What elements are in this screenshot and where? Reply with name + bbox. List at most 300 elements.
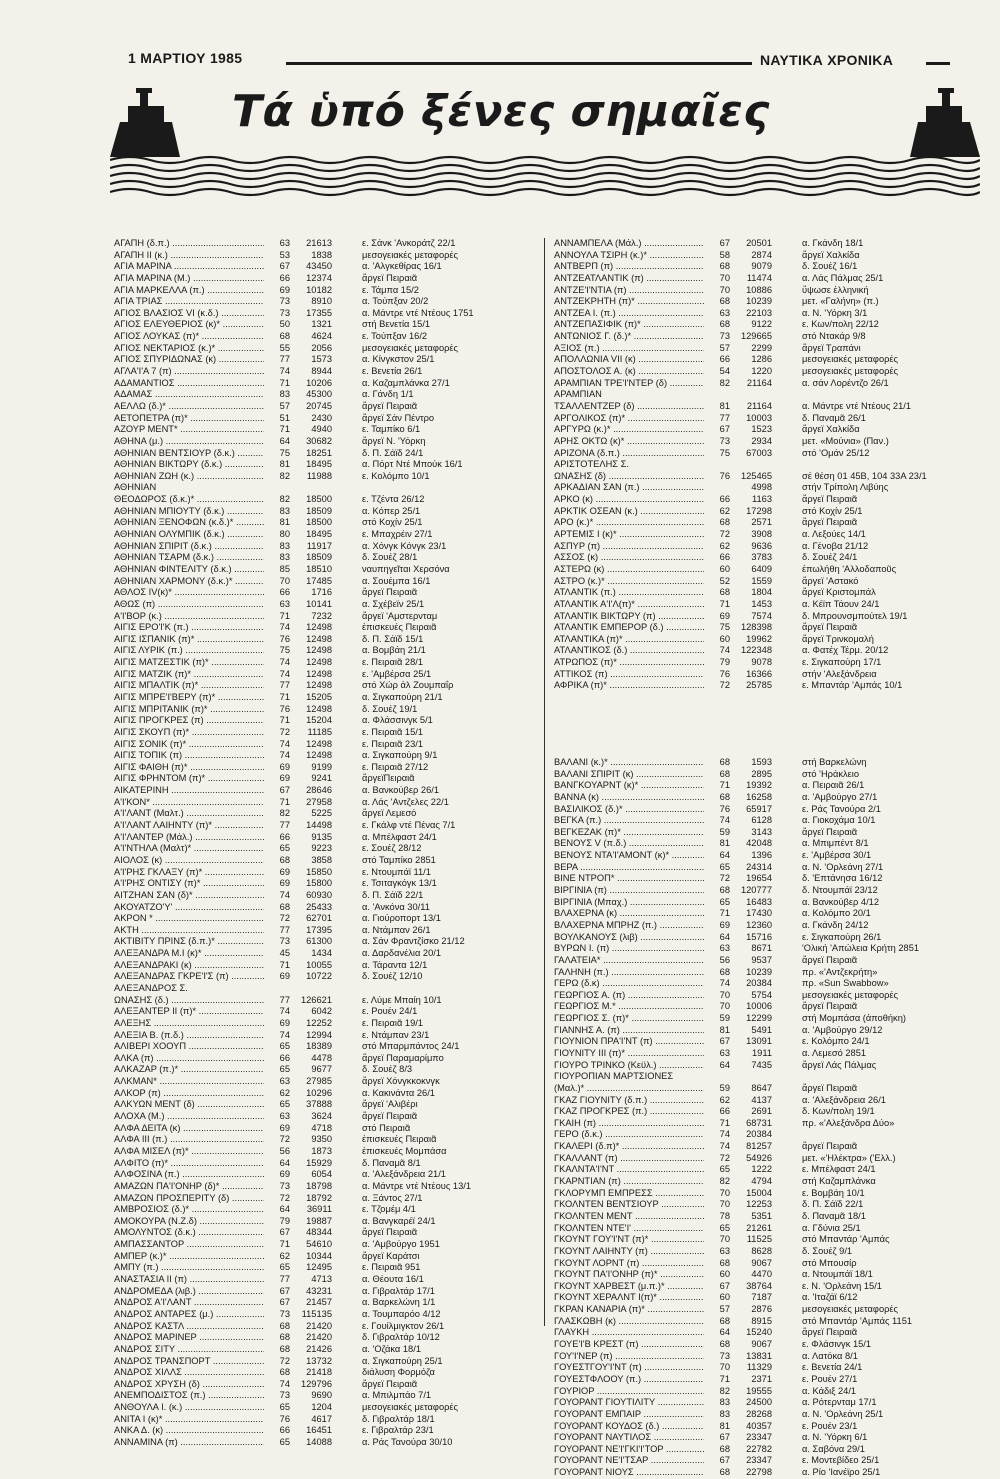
ship-year: 70 [704,990,730,1002]
ship-year: 59 [704,1013,730,1025]
ship-tonnage: 18389 [306,1041,332,1052]
ship-tonnage: 5351 [751,1210,772,1221]
ship-row [554,541,944,553]
ship-name: ΑΞΙΟΣ (π.) ..... [554,343,704,355]
ship-year: 69 [264,285,290,297]
ship-year: 72 [704,529,730,541]
ship-tonnage: 122348 [740,645,772,656]
section-gap [554,692,944,757]
ship-year: 68 [704,319,730,331]
ship-name: Α'Ι'ΝΤΗΛΑ (Μαλτ)* ..... [114,843,264,855]
ship-location: ἄργεϊ Ν. 'Υόρκη [362,435,426,446]
ship-year: 71 [704,1374,730,1386]
ship-tonnage: 19392 [746,780,772,791]
ship-year: 74 [264,750,290,762]
ship-location: α. Γιοκοχάμα 10/1 [802,815,876,826]
ship-name: ΑΝΤΖΕ'Ι'ΝΤΙΑ (π) ..... [554,285,704,297]
ship-row [554,459,944,471]
ship-name: ΑΙΓΙΣ ΜΠΑΛΤΙΚ (π)* ..... [114,680,264,692]
ship-tonnage: 126621 [300,994,332,1005]
ship-location: ε. Ρουέν 24/1 [362,1006,418,1017]
ship-row [114,1367,504,1379]
ship-tonnage: 129665 [740,331,772,342]
ship-tonnage: 27958 [306,796,332,807]
ship-year: 75 [264,645,290,657]
ship-row [554,1025,944,1037]
ship-location: α. Σουέμπα 16/1 [362,575,431,586]
ship-tonnage: 10886 [746,284,772,295]
ship-row [554,943,944,955]
ship-name: ΑΜΒΡΟΣΙΟΣ (δ.)* ..... [114,1204,264,1216]
ship-name: ΓΑΛΗΝΗ (π.) ..... [554,967,704,979]
header-rule [286,62,752,65]
ship-tonnage: 10239 [746,296,772,307]
ship-location: στήν Τρίπολη Λιβύης [802,482,889,493]
ship-tonnage: 21420 [306,1332,332,1343]
ship-row [554,645,944,657]
ship-location: ε. Σιγκαπούρη 17/1 [802,657,882,668]
ship-row [554,494,944,506]
ship-tonnage: 20384 [746,978,772,989]
ship-name: ΑΓΑΠΗ (δ.π.) ..... [114,238,264,250]
ship-location: ἄργεϊ Τραπάνι [802,342,861,353]
ship-year: 66 [704,1106,730,1118]
ship-name: ΑΘΩΣ (π) ..... [114,599,264,611]
ship-row [114,1251,504,1263]
ship-row [114,354,504,366]
ship-year: 69 [264,773,290,785]
ship-name: ΓΚΑΖ ΓΙΟΥΝΙΤΥ (δ.π.) ..... [554,1095,704,1107]
ship-location: ε. Βενετία 26/1 [362,366,423,377]
ship-year: 81 [704,838,730,850]
ship-row [114,936,504,948]
ship-list-a-section [554,238,944,692]
ship-location: α. Μπέλφαστ 24/1 [362,831,437,842]
ship-name: ΓΚΟΥΝΤ ΛΟΡΝΤ (π) ..... [554,1258,704,1270]
ship-row [554,1036,944,1048]
ship-name: ΑΝΚΑ Δ. (κ) ..... [114,1425,264,1437]
ship-row [114,238,504,250]
ship-name: ΑΙΓΙΣ ΦΑΙΘΗ (π)* ..... [114,762,264,774]
ship-location: ε. Λύμε Μπαίη 10/1 [362,994,442,1005]
ship-location: στή Μομπάσα (ἀποθήκη) [802,1013,906,1024]
ship-name: ΑΘΗΝΙΑΝ ΤΣΑΡΜ (δ.κ.) ..... [114,552,264,564]
ship-row [114,704,504,716]
ship-year: 74 [264,1006,290,1018]
ship-location: α. Δαρδανέλια 20/1 [362,948,442,959]
ship-year: 65 [704,1223,730,1235]
ship-name: ΓΚΟΥΝΤ ΛΑΙΗΝΤΥ (π) ..... [554,1246,704,1258]
ship-name: ΑΓΙΑ ΜΑΡΙΝΑ ..... [114,261,264,273]
ship-year: 76 [264,1414,290,1426]
ship-location: ε. Ρουέν 23/1 [802,1420,858,1431]
ship-year: 71 [264,378,290,390]
ship-location: στό Μπαρμπάντος 24/1 [362,1041,460,1052]
ship-location: α. Βανκούβερ 4/12 [802,896,880,907]
ship-tonnage: 15800 [306,878,332,889]
ship-location: α. Λάς Πάλμας 25/1 [802,272,884,283]
ship-year: 74 [264,1030,290,1042]
ship-tonnage: 20745 [306,400,332,411]
ship-location: α. 'Ανκόνα 30/11 [362,901,430,912]
ship-year: 75 [704,448,730,460]
ship-row [554,471,944,483]
ship-name: ΑΙΓΙΣ ΜΠΡΙΤΑΝΙΚ (π)* ..... [114,704,264,716]
ship-tonnage: 21420 [306,1320,332,1331]
ship-name: ΒΟΥΛΚΑΝΟΥΣ (λιβ) ..... [554,932,704,944]
ship-location: μεσογειακές μεταφορές [362,249,459,260]
ship-tonnage: 8910 [311,296,332,307]
ship-tonnage: 14498 [306,820,332,831]
ship-tonnage: 6054 [311,1169,332,1180]
ship-tonnage: 10006 [746,1001,772,1012]
ship-year: 68 [704,1444,730,1456]
ship-row [114,587,504,599]
ship-year: 66 [264,1053,290,1065]
ship-location: ε. Μοντεβίδεο 25/1 [802,1455,880,1466]
ship-name: ΑΤΤΙΚΟΣ (π) ..... [554,669,704,681]
ship-tonnage: 4617 [311,1413,332,1424]
ship-location: ε. Κων/πολη 22/12 [802,319,879,330]
ship-tonnage: 6042 [311,1006,332,1017]
ship-location: α. Λεμεσό 2851 [802,1048,867,1058]
ship-tonnage: 62701 [306,913,332,924]
ship-row [114,564,504,576]
ship-tonnage: 9350 [311,1134,332,1145]
ship-name: ΑΡΓΟΛΙΚΟΣ (π)* ..... [554,413,704,425]
ship-year: 70 [264,576,290,588]
ship-name: ΑΝΔΡΟΜΕΔΑ (λιβ.) ..... [114,1286,264,1298]
ship-row [114,1099,504,1111]
ship-tonnage: 67003 [746,447,772,458]
ship-row [114,692,504,704]
ship-left-icon [110,88,180,157]
ship-location: στό Πειραιᾶ [362,1122,411,1133]
ship-name: ΑΤΛΑΝΤΙΚ ΕΜΠΕΡΟΡ (δ.) ..... [554,622,704,634]
ship-year: 64 [704,1327,730,1339]
ship-location: ἄργεϊ Πειραιᾶ [802,1001,858,1012]
ship-year: 54 [704,366,730,378]
ship-location: δ. Κων/πολη 19/1 [802,1106,875,1117]
ship-row [114,1216,504,1228]
ship-tonnage: 13831 [746,1350,772,1361]
ship-tonnage: 21426 [306,1343,332,1354]
ship-row [554,576,944,588]
ship-row [554,1153,944,1165]
ship-name: ΑΓΙΟΣ ΒΛΑΣΙΟΣ VI (κ.δ.) ..... [114,308,264,320]
ship-year: 74 [704,815,730,827]
ship-tonnage: 12498 [306,703,332,714]
ship-name: ΑΛΕΞΗΣ ..... [114,1018,264,1030]
ship-location: α. Τουμπαρόο 4/12 [362,1308,441,1319]
ship-row [554,1444,944,1456]
ship-year: 73 [264,936,290,948]
ship-year: 82 [704,378,730,390]
ship-row [114,1390,504,1402]
ship-name: ΒΑΝΝΑ (κ) ..... [554,792,704,804]
ship-location: α. Λατόκα 8/1 [802,1350,858,1361]
ship-year: 66 [704,354,730,366]
ship-year: 59 [704,1083,730,1095]
ship-row [554,873,944,885]
ship-row [114,611,504,623]
ship-row [114,506,504,518]
ship-location: α. Ξάντος 27/1 [362,1192,423,1203]
ship-tonnage: 10055 [306,959,332,970]
ship-row [554,366,944,378]
ship-name: ΑΕΤΟΠΕΤΡΑ (π)* ..... [114,413,264,425]
ship-row [114,1158,504,1170]
ship-year: 73 [264,1181,290,1193]
ship-name: ΑΝΔΡΟΣ ΧΙΛΛΣ ..... [114,1367,264,1379]
ship-location: ἄργεϊ Πειραιᾶ [802,517,858,528]
ship-name: ΓΚΟΥΝΤ ΧΑΡΒΕΣΤ (μ.π.)* ..... [554,1281,704,1293]
ship-row [114,773,504,785]
ship-year: 68 [264,1367,290,1379]
ship-location: δ. Σουέζ 16/1 [802,261,858,272]
ship-name: ΓΟΥΟΡΑΝΤ ΝΕ'Ι'ΓΚΙ'Ι'ΤΟΡ ..... [554,1444,704,1456]
ship-name: ΓΟΥΟΡΑΝΤ ΓΙΟΥΤΙΛΙΤΥ ..... [554,1397,704,1409]
ship-tonnage: 4794 [751,1176,772,1187]
ship-year: 68 [264,331,290,343]
ship-year: 71 [704,1118,730,1130]
ship-tonnage: 2299 [751,342,772,353]
ship-name: ΓΚΟΥΝΤ ΧΕΡΑΛΝΤ Ι(π)* ..... [554,1292,704,1304]
ship-tonnage: 8628 [751,1245,772,1256]
ship-name: ΒΑΛΑΝΙ ΣΠΙΡΙΤ (κ) ..... [554,769,704,781]
ship-tonnage: 6409 [751,563,772,574]
ship-year: 68 [704,757,730,769]
ship-year: 69 [264,1123,290,1135]
ship-name: ΑΝΔΡΟΣ ΑΝΤΑΡΕΣ (μ.) ..... [114,1309,264,1321]
ship-tonnage: 1838 [311,249,332,260]
ship-row [114,296,504,308]
ship-tonnage: 2571 [751,517,772,528]
ship-name: Α'Ι'ΡΗΣ ΓΚΛΑΞΥ (π)* ..... [114,867,264,879]
ship-name: ΑΡΚΟ (κ) ..... [554,494,704,506]
ship-name: ΑΓΙΑ ΜΑΡΙΝΑ (Μ.) ..... [114,273,264,285]
ship-row [554,1071,944,1083]
ship-row [114,890,504,902]
ship-tonnage: 1220 [751,366,772,377]
ship-location: μεσογειακές μεταφορές [802,1304,899,1315]
ship-row [114,599,504,611]
ship-row [554,792,944,804]
ship-tonnage: 15205 [306,691,332,702]
ship-year: 64 [704,1060,730,1072]
ship-tonnage: 12498 [306,645,332,656]
ship-year: 69 [264,867,290,879]
ship-row [114,1332,504,1344]
ship-tonnage: 12498 [306,622,332,633]
ship-tonnage: 13732 [306,1355,332,1366]
ship-row [114,832,504,844]
ship-tonnage: 10206 [306,377,332,388]
ship-year: 68 [264,902,290,914]
ship-location: ε. Τσιταγκόγκ 13/1 [362,878,437,889]
ship-tonnage: 120777 [740,885,772,896]
ship-year: 73 [264,308,290,320]
ship-name: ΑΘΗΝΙΑΝ ΦΙΝΤΕΛΙΤΥ (δ.κ.) ..... [114,564,264,576]
ship-row [554,319,944,331]
ship-tonnage: 9135 [311,831,332,842]
ship-tonnage: 19962 [746,633,772,644]
ship-name: ΑΣΤΕΡΩ (κ) ..... [554,564,704,576]
ship-name: ΑΘΗΝΙΑΝ ΖΩΗ (κ.) ..... [114,471,264,483]
ship-row [114,1193,504,1205]
ship-name: ΑΓΙΟΣ ΛΟΥΚΑΣ (π)* ..... [114,331,264,343]
ship-row [114,1204,504,1216]
ship-name: ΑΝΤΖΕΑ Ι. (π.) ..... [554,308,704,320]
ship-location: α. Φλάσσινγκ 5/1 [362,715,433,726]
ship-year: 76 [264,634,290,646]
ship-row [114,1134,504,1146]
ship-location: α. σάν Λορέντζο 26/1 [802,377,889,388]
ship-year: 62 [264,1251,290,1263]
ship-name: ΑΝΤΩΝΙΟΣ Γ. (δ.)* ..... [554,331,704,343]
ship-tonnage: 1222 [751,1164,772,1175]
ship-tonnage: 12252 [306,1017,332,1028]
ship-tonnage: 61300 [306,936,332,947]
ship-year: 83 [264,541,290,553]
ship-tonnage: 3143 [751,826,772,837]
ship-year: 82 [264,471,290,483]
ship-tonnage: 20501 [746,238,772,248]
ship-row [554,932,944,944]
ship-name: ΓΚΛΟΡΥΜΠ ΕΜΠΡΕΣΣ ..... [554,1188,704,1200]
ship-location: ε. Πειραιᾶ 19/1 [362,1017,424,1028]
ship-name: ΑΡΟ (κ.)* ..... [554,517,704,529]
ship-location: ε. Φλάσινγκ 15/1 [802,1339,872,1350]
ship-year: 66 [264,587,290,599]
ship-name: ΑΤΛΑΝΤΙΚΑ (π)* ..... [554,634,704,646]
ship-location: ε. Τζέντα 26/12 [362,494,425,505]
ship-name: ΑΜΑΖΩΝ ΠΡΟΣΠΕΡΙΤΥ (δ) ..... [114,1193,264,1205]
ship-row [554,250,944,262]
ship-location: δ. Σουέζ 19/1 [362,703,418,714]
ship-location: α. Γκάνδη 24/12 [802,919,869,930]
ship-tonnage: 4713 [311,1274,332,1285]
ship-row [554,1304,944,1316]
ship-year: 74 [264,739,290,751]
ship-tonnage: 18251 [306,447,332,458]
ship-year: 65 [704,897,730,909]
ship-name: ΒΛΑΧΕΡΝΑ ΜΠΡΗΖ (π.) ..... [554,920,704,932]
ship-year: 71 [264,424,290,436]
ship-row [114,913,504,925]
ship-tonnage: 7187 [751,1292,772,1303]
ship-year: 69 [264,1169,290,1181]
ship-tonnage: 25785 [746,680,772,691]
ship-row [554,1409,944,1421]
ship-name: ΑΙΓΙΣ ΛΥΡΙΚ (π.) ..... [114,645,264,657]
ship-location: ἐπωλήθη 'Αλλοδαποῦς [802,563,897,574]
ship-name: ΑΠΟΣΤΟΛΟΣ Α. (κ) ..... [554,366,704,378]
ship-row [554,669,944,681]
ship-tonnage: 129796 [300,1378,332,1389]
ship-year: 74 [264,366,290,378]
ship-tonnage: 17355 [306,307,332,318]
ship-location: μετ. «Γαλήνη» (π.) [802,296,879,307]
ship-location: ε. Μπέλφαστ 24/1 [802,1164,876,1175]
ship-year: 67 [704,1036,730,1048]
ship-location: ἄργεϊ Πειραιᾶ [362,1227,418,1238]
ship-name: ΑΖΟΥΡ ΜΕΝΤ* ..... [114,424,264,436]
ship-year: 60 [704,634,730,646]
ship-row [554,436,944,448]
ship-location: μετ. «'Ηλέκτρα» ('Ελλ.) [802,1152,896,1163]
ship-location: δ. Π. Σάϊδ 24/1 [362,447,424,458]
ship-name: ΒΑΝΓΚΟΥΑΡΝΤ (κ)* ..... [554,780,704,792]
ship-name: ΑΤΛΑΝΤΙΚ ΒΙΚΤΩΡΥ (π) ..... [554,611,704,623]
ship-year: 65 [264,1262,290,1274]
ship-year: 77 [264,680,290,692]
ship-location: στό 'Ομάν 25/12 [802,447,870,458]
ship-location: α. Μπιμπέντ 8/1 [802,838,869,849]
ship-name: ΑΛΕΞΙΑ Β. (π.δ.) ..... [114,1030,264,1042]
ship-name: ΓΚΑΡΝΤΙΑΝ (π) ..... [554,1176,704,1188]
ship-location: ε. Βομβάη 10/1 [802,1187,865,1198]
ship-row [114,925,504,937]
ship-name: ΑΘΗΝΙΑΝ ΒΙΚΤΩΡΥ (δ.κ.) ..... [114,459,264,471]
ship-name: ΑΝΝΟΥΛΑ ΤΣΙΡΗ (κ.)* ..... [554,250,704,262]
ship-tonnage: 10344 [306,1250,332,1261]
ship-year: 73 [704,1351,730,1363]
ship-year: 63 [264,238,290,250]
ship-location: δ. Παναμᾶ 18/1 [802,1210,866,1221]
ship-location: α. 'Αλεξάνδρεια 21/1 [362,1169,446,1180]
ship-tonnage: 3858 [311,854,332,865]
ship-name: ΑΘΗΝΙΑΝ ΜΠΙΟΥΤΥ (δ.κ.) ..... [114,506,264,518]
ship-row [554,413,944,425]
ship-row [114,1437,504,1449]
ship-location: ε. Γουίλμιγκτον 26/1 [362,1320,445,1331]
ship-name: ΓΙΟΥΝΙΤΥ ΙΙΙ (π)* ..... [554,1048,704,1060]
ship-row [554,757,944,769]
ship-location: α. Κέϊπ Τάουν 24/1 [802,598,880,609]
ship-location: ε. 'Αμβέρσα 25/1 [362,668,432,679]
ship-year: 62 [704,506,730,518]
ship-location: ἄργεϊ Παραμαρίμπο [362,1052,444,1063]
ship-row [554,482,944,494]
ship-name: ΑΓΙΑ ΤΡΙΑΣ ..... [114,296,264,308]
ship-year: 83 [264,389,290,401]
ship-name: ΑΕΛΛΩ (δ.)* ..... [114,401,264,413]
ship-tonnage: 11185 [307,726,332,737]
ship-name: ΓΚΑΙΗ (π) ..... [554,1118,704,1130]
ship-year: 77 [264,1274,290,1286]
ship-year: 68 [704,967,730,979]
ship-tonnage: 115135 [301,1308,332,1319]
ship-row [554,564,944,576]
ship-year: 69 [264,878,290,890]
ship-tonnage: 15004 [746,1187,772,1198]
ship-year: 68 [704,792,730,804]
ship-row [114,413,504,425]
ship-tonnage: 20384 [746,1129,772,1140]
ship-name: ΓΚΟΛΝΤΕΝ ΒΕΝΤΣΙΟΥΡ ..... [554,1199,704,1211]
ship-year: 66 [704,552,730,564]
ship-location: α. Βανκούβερ 26/1 [362,785,440,796]
ship-tonnage: 25433 [306,901,332,912]
ship-year: 67 [704,1432,730,1444]
ship-year: 78 [704,1211,730,1223]
ship-list-b-g-section [554,757,944,1479]
ship-year: 71 [264,692,290,704]
ship-row [114,971,504,983]
ship-row [114,1239,504,1251]
ship-row [554,897,944,909]
